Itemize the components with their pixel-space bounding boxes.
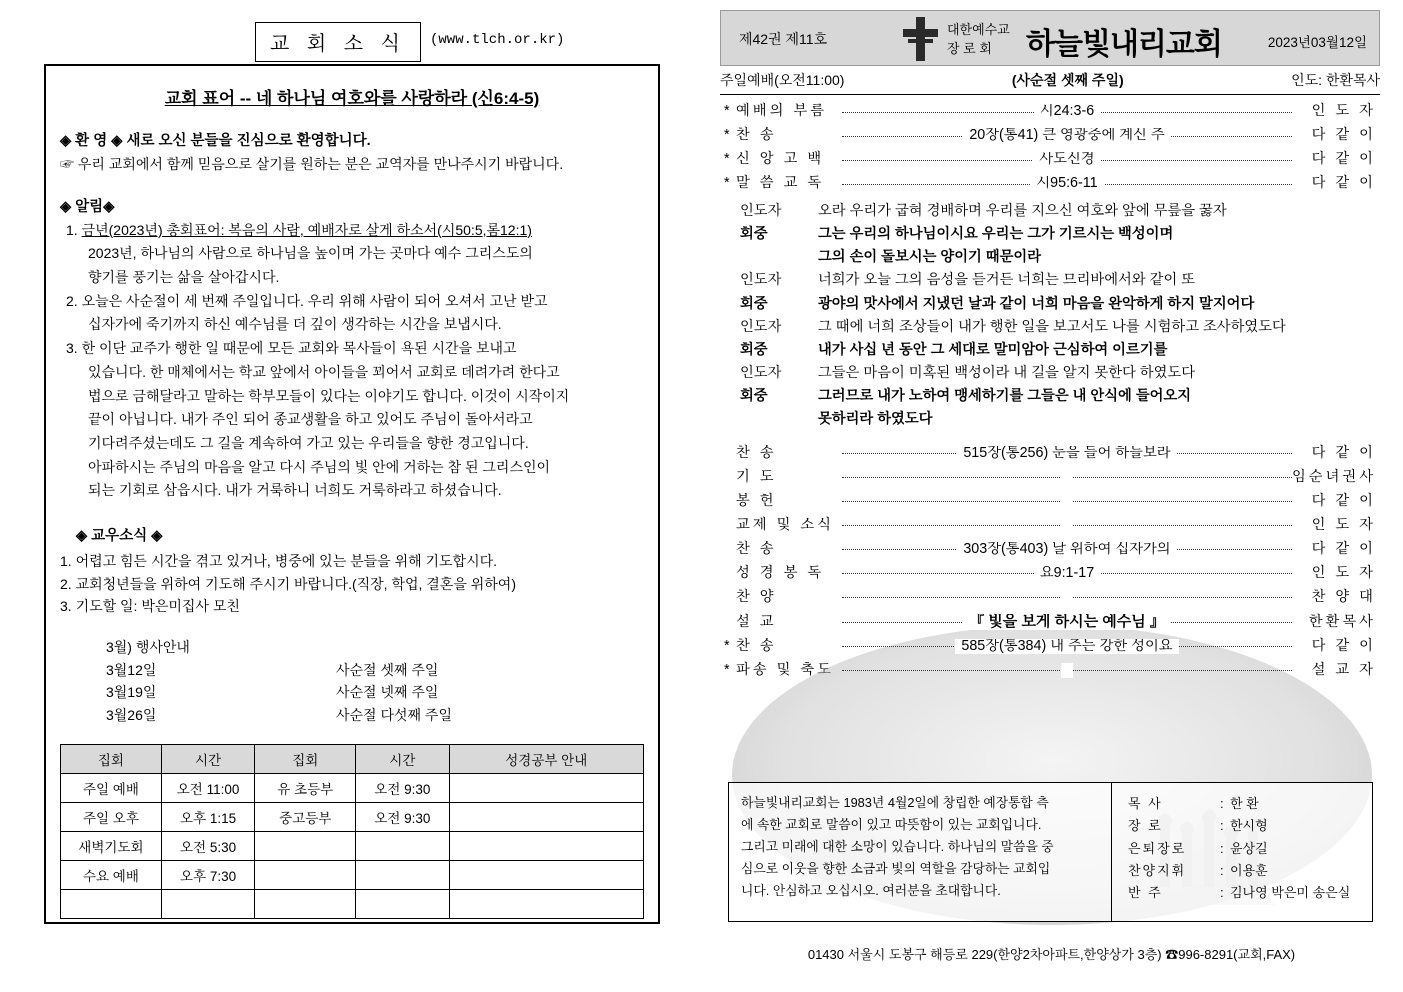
staff-separator: : <box>1220 796 1224 811</box>
table-row <box>61 803 644 832</box>
notice-item-line: 기다려주셨는데도 그 길을 계속하여 가고 있는 우리들을 향한 경고입니다. <box>88 434 529 451</box>
member-news-item: 2. 교회청년들을 위하여 기도해 주시기 바랍니다.(직장, 학업, 결혼을 위하여) <box>60 575 516 592</box>
worship-item-name: 교제 및 소식 <box>736 516 834 533</box>
notice-item <box>60 220 644 242</box>
cell: 주일 예배 <box>61 774 162 803</box>
denomination <box>947 21 1010 59</box>
volume-issue: 제42권 제11호 <box>739 31 828 47</box>
worship-item-detail: 사도신경 <box>842 152 1292 167</box>
worship-item <box>724 104 1376 119</box>
cell <box>255 832 356 861</box>
worship-item <box>724 152 1376 167</box>
worship-item <box>724 542 1376 557</box>
staff-row <box>1128 882 1362 904</box>
worship-item-actor: 인 도 자 <box>1311 103 1376 119</box>
worship-item <box>724 494 1376 509</box>
welcome-line-2-text: 우리 교회에서 함께 믿음으로 살기를 원하는 분은 교역자를 만나주시기 바랍니다. <box>77 156 564 172</box>
worship-item-actor: 다 같 이 <box>1311 540 1376 557</box>
notice-number: 3. <box>66 340 78 357</box>
responsive-role: 인도자 <box>740 365 782 382</box>
responsive-line <box>724 269 1376 292</box>
intro-line: 니다. 안심하고 오십시오. 여러분을 초대합니다. <box>741 883 1001 898</box>
worship-item-name: 봉 헌 <box>736 492 777 509</box>
worship-item <box>724 446 1376 461</box>
responsive-line <box>724 223 1376 246</box>
member-news-heading: ◈ 교우소식 ◈ <box>76 527 163 544</box>
liturgical-season: (사순절 셋째 주일) <box>1011 72 1124 88</box>
responsive-reading <box>724 200 1376 432</box>
welcome-line-2 <box>60 154 644 176</box>
worship-item <box>724 566 1376 581</box>
staff-role: 목 사 <box>1128 796 1163 811</box>
notice-number: 1. <box>66 221 78 238</box>
notice-item-line: 향기를 풍기는 삶을 살아갑시다. <box>88 269 280 286</box>
worship-item-name: 파송 및 축도 <box>736 661 834 678</box>
responsive-line <box>724 200 1376 223</box>
church-slogan: 교회 표어 -- 네 하나님 여호와를 사랑하라 (신6:4-5) <box>164 89 540 108</box>
worship-item-detail: 303장(통403) 날 위하여 십자가의 <box>842 542 1292 557</box>
worship-item-detail: 585장(통384) 내 주는 강한 성이요 <box>842 639 1292 654</box>
cell <box>161 890 255 919</box>
cell: 오전 9:30 <box>356 774 449 803</box>
worship-item-name: 설 교 <box>736 613 777 630</box>
denomination-line-2: 장 로 회 <box>947 40 992 56</box>
worship-item-actor: 다 같 이 <box>1311 151 1376 167</box>
notice-item <box>60 338 644 360</box>
cell <box>356 832 449 861</box>
staff-separator: : <box>1220 840 1224 856</box>
intro-line: 에 속한 교회로 말씀이 있고 따뜻함이 있는 교회입니다. <box>741 817 1042 832</box>
worship-item-actor: 인 도 자 <box>1311 564 1376 581</box>
worship-item-actor: 다 같 이 <box>1311 492 1376 509</box>
right-page <box>700 0 1403 992</box>
staff-name: 이용훈 <box>1230 863 1268 879</box>
table-header-row <box>61 745 644 774</box>
service-schedule-table <box>60 744 644 919</box>
worship-item-actor: 다 같 이 <box>1311 175 1376 191</box>
worship-item-detail <box>842 470 1292 485</box>
cell: 중고등부 <box>255 803 356 832</box>
star-mark: * <box>724 151 730 167</box>
notice-item-first-line: 한 이단 교주가 행한 일 때문에 모든 교회와 목사들이 욕된 시간을 보내고 <box>81 340 517 357</box>
column-header: 집회 <box>61 745 162 774</box>
responsive-text: 그들은 마음이 미혹된 백성이라 내 길을 알지 못한다 하였도다 <box>818 365 1196 382</box>
worship-item-detail: 시24:3-6 <box>842 104 1292 119</box>
notice-item-line: 되는 기회로 삼읍시다. 내가 거룩하니 너희도 거룩하라고 하셨습니다. <box>88 482 502 499</box>
event-row <box>60 659 644 681</box>
church-introduction <box>729 783 1112 921</box>
cell <box>356 890 449 919</box>
worship-item-name: 찬 송 <box>736 637 777 654</box>
table-row <box>61 774 644 803</box>
cell: 오후 7:30 <box>161 861 255 890</box>
cell <box>449 774 643 803</box>
worship-item-detail: 시95:6-11 <box>842 176 1292 191</box>
notice-item <box>60 291 644 313</box>
column-header: 시간 <box>356 745 449 774</box>
staff-row <box>1128 815 1362 837</box>
worship-item-name: 찬 송 <box>736 444 777 461</box>
church-name: 하늘빛내리교회 <box>1026 28 1222 61</box>
cell: 오전 11:00 <box>161 774 255 803</box>
cross-icon <box>899 15 941 63</box>
church-website-url: (www.tlch.or.kr) <box>430 32 565 48</box>
worship-item-actor: 찬 양 대 <box>1311 588 1376 605</box>
worship-item-detail: 515장(통256) 눈을 들어 하늘보라 <box>842 446 1292 461</box>
responsive-role: 회중 <box>740 295 768 312</box>
event-schedule-title: 3월) 행사안내 <box>106 639 190 655</box>
worship-item-actor: 설 교 자 <box>1311 661 1376 678</box>
notice-item-first-line: 금년(2023년) 총회표어: 복음의 사람, 예배자로 살게 하소서(시50:5,롬12:1) <box>81 221 532 238</box>
sermon-title: 『 빛을 보게 하시는 예수님 』 <box>842 614 1292 630</box>
staff-name: 윤상길 <box>1230 840 1268 856</box>
bulletin-date: 2023년03월12일 <box>1267 35 1367 50</box>
cell <box>449 832 643 861</box>
cell <box>255 890 356 919</box>
responsive-line <box>724 385 1376 408</box>
staff-name: 김나영 박은미 송은실 <box>1230 885 1351 901</box>
event-date: 3월19일 <box>106 684 157 701</box>
worship-item-name: 찬 송 <box>736 127 777 143</box>
worship-item-name: 성 경 봉 독 <box>736 564 825 581</box>
staff-separator: : <box>1220 885 1224 901</box>
event-name: 사순절 셋째 주일 <box>336 662 439 678</box>
event-row <box>60 704 644 726</box>
worship-item-actor: 다 같 이 <box>1311 444 1376 461</box>
responsive-role: 회중 <box>740 226 768 243</box>
welcome-heading-text: ◈ 환 영 ◈ <box>60 133 123 149</box>
notice-number: 2. <box>66 292 78 309</box>
event-date: 3월26일 <box>106 706 157 723</box>
responsive-text: 내가 사십 년 동안 그 세대로 말미암아 근심하여 이르기를 <box>818 341 1168 358</box>
responsive-text: 그 때에 너희 조상들이 내가 행한 일을 보고서도 나를 시험하고 조사하였도다 <box>818 318 1286 335</box>
cell: 수요 예배 <box>61 861 162 890</box>
responsive-text: 그는 우리의 하나님이시요 우리는 그가 기르시는 백성이며 <box>818 226 1174 243</box>
cell: 오전 5:30 <box>161 832 255 861</box>
responsive-role: 인도자 <box>740 272 782 289</box>
notice-item-line: 십자가에 죽기까지 하신 예수님를 더 깊이 생각하는 시간을 보냅시다. <box>88 316 502 333</box>
member-news-item: 3. 기도할 일: 박은미집사 모친 <box>60 598 240 615</box>
worship-item-name: 말 씀 교 독 <box>736 175 825 191</box>
responsive-text: 오라 우리가 굽혀 경배하며 우리를 지으신 여호와 앞에 무릎을 꿇자 <box>818 203 1227 219</box>
worship-item-name: 예배의 부름 <box>736 103 828 119</box>
cell <box>255 861 356 890</box>
responsive-text: 광야의 맛사에서 지냈던 날과 같이 너희 마음을 완악하게 하지 말지어다 <box>818 295 1255 312</box>
worship-item-actor: 임순녀권사 <box>1292 468 1377 485</box>
left-page <box>0 0 690 992</box>
cell: 오전 9:30 <box>356 803 449 832</box>
intro-line: 그리고 미래에 대한 소망이 있습니다. 하나님의 말씀을 중 <box>741 839 1054 854</box>
staff-name: 한시형 <box>1230 818 1268 834</box>
order-of-worship <box>724 104 1376 687</box>
worship-item-detail <box>842 590 1292 605</box>
left-header <box>40 22 660 62</box>
star-mark: * <box>724 661 730 678</box>
worship-item <box>724 663 1376 678</box>
staff-role: 반 주 <box>1128 885 1163 901</box>
star-mark: * <box>724 103 730 119</box>
event-date: 3월12일 <box>106 662 157 678</box>
staff-separator: : <box>1220 818 1224 834</box>
intro-line: 하늘빛내리교회는 1983년 4월2일에 창립한 예장통합 측 <box>741 795 1049 810</box>
masthead <box>720 10 1380 66</box>
preacher-name: 한환목사 <box>1308 613 1376 630</box>
pointing-hand-icon: ☞ <box>60 156 74 172</box>
worship-item <box>724 639 1376 654</box>
church-staff-list <box>1112 783 1372 921</box>
event-name: 사순절 다섯째 주일 <box>336 706 452 723</box>
star-mark: * <box>724 637 730 654</box>
worship-item-actor: 다 같 이 <box>1311 127 1376 143</box>
staff-row <box>1128 860 1362 882</box>
intro-line: 심으로 이웃을 향한 소금과 빛의 역할을 감당하는 교회입 <box>741 861 1051 876</box>
service-leader: 인도: 한환목사 <box>1291 72 1380 88</box>
responsive-text-continued: 그의 손이 돌보시는 양이기 때문이라 <box>818 249 1042 266</box>
worship-item-detail: 20장(통41) 큰 영광중에 계신 주 <box>842 128 1292 143</box>
cell <box>61 890 162 919</box>
worship-item-name: 찬 송 <box>736 540 777 557</box>
notice-item-line: 법으로 금해달라고 말하는 학부모들이 있다는 이야기도 합니다. 이것이 시작이지 <box>88 387 570 404</box>
worship-item <box>724 470 1376 485</box>
worship-item <box>724 176 1376 191</box>
staff-row <box>1128 793 1362 815</box>
event-name: 사순절 넷째 주일 <box>336 684 439 701</box>
worship-item-actor: 다 같 이 <box>1311 637 1376 654</box>
worship-item-actor: 인 도 자 <box>1311 516 1376 533</box>
worship-item <box>724 128 1376 143</box>
responsive-line <box>724 362 1376 385</box>
notice-item-line: 아파하시는 주님의 마음을 알고 다시 주님의 빛 안에 거하는 참 된 그리스인이 <box>88 458 551 475</box>
responsive-role: 인도자 <box>740 203 782 219</box>
service-time: 주일예배(오전11:00) <box>720 72 845 88</box>
responsive-role: 회중 <box>740 341 768 358</box>
staff-name: 한 환 <box>1230 796 1259 811</box>
responsive-line <box>724 316 1376 339</box>
worship-item-detail <box>842 494 1292 509</box>
staff-role: 찬양지휘 <box>1128 863 1187 879</box>
star-mark: * <box>724 175 730 191</box>
sermon-item <box>724 614 1376 630</box>
responsive-text: 그러므로 내가 노하여 맹세하기를 그들은 내 안식에 들어오지 <box>818 388 1192 405</box>
cell <box>449 803 643 832</box>
worship-item-detail: 요9:1-17 <box>842 566 1292 581</box>
cell <box>449 890 643 919</box>
cell: 오후 1:15 <box>161 803 255 832</box>
cell: 유 초등부 <box>255 774 356 803</box>
church-info-box <box>728 782 1373 922</box>
staff-role: 은퇴장로 <box>1128 840 1187 856</box>
column-header: 집회 <box>255 745 356 774</box>
notice-item-line: 2023년, 하나님의 사람으로 하나님을 높이며 가는 곳마다 예수 그리스도의 <box>88 245 533 262</box>
column-header: 성경공부 안내 <box>449 745 643 774</box>
worship-item-name: 기 도 <box>736 468 777 485</box>
notice-item-first-line: 오늘은 사순절이 세 번째 주일입니다. 우리 위해 사람이 되어 오셔서 고난 받고 <box>81 292 548 309</box>
welcome-line-1: 새로 오신 분들을 진심으로 환영합니다. <box>126 133 371 149</box>
notice-item-line: 있습니다. 한 매체에서는 학교 앞에서 아이들을 꾀어서 교회로 데려가려 한다고 <box>88 363 560 380</box>
table-row <box>61 832 644 861</box>
event-row <box>60 681 644 703</box>
responsive-text: 너희가 오늘 그의 음성을 듣거든 너희는 므리바에서와 같이 또 <box>818 272 1196 289</box>
staff-row <box>1128 838 1362 860</box>
worship-item-detail <box>842 518 1292 533</box>
star-mark: * <box>724 127 730 143</box>
column-header: 시간 <box>161 745 255 774</box>
responsive-line <box>724 339 1376 362</box>
church-address-footer: 01430 서울시 도봉구 해등로 229(한양2차아파트,한양상가 3층) ☎996-8291(교회,FAX) <box>807 947 1296 962</box>
cell <box>356 861 449 890</box>
table-row <box>61 861 644 890</box>
responsive-line <box>724 293 1376 316</box>
worship-item-name: 찬 양 <box>736 588 777 605</box>
responsive-role: 인도자 <box>740 318 782 335</box>
service-subheader <box>720 70 1380 95</box>
responsive-role: 회중 <box>740 388 768 405</box>
notice-heading: ◈ 알림◈ <box>60 198 115 215</box>
worship-item <box>724 518 1376 533</box>
staff-role: 장 로 <box>1128 818 1163 834</box>
cell <box>449 861 643 890</box>
member-news-item: 1. 어렵고 힘든 시간을 겪고 있거나, 병중에 있는 분들을 위해 기도합시다. <box>60 552 498 569</box>
worship-item-name: 신 앙 고 백 <box>736 151 825 167</box>
staff-separator: : <box>1220 863 1224 879</box>
table-row <box>61 890 644 919</box>
notice-item-line: 끝이 아닙니다. 내가 주인 되어 종교생활을 하고 있어도 주님이 돌아서라고 <box>88 411 533 428</box>
worship-item <box>724 590 1376 605</box>
page-title: 교 회 소 식 <box>255 22 421 62</box>
worship-item-detail <box>842 663 1292 678</box>
responsive-text-continued: 못하리라 하였도다 <box>818 411 933 428</box>
cell: 새벽기도회 <box>61 832 162 861</box>
cell: 주일 오후 <box>61 803 162 832</box>
left-content-frame <box>44 64 660 924</box>
denomination-line-1: 대한예수교 <box>947 22 1010 37</box>
welcome-heading <box>60 129 644 150</box>
